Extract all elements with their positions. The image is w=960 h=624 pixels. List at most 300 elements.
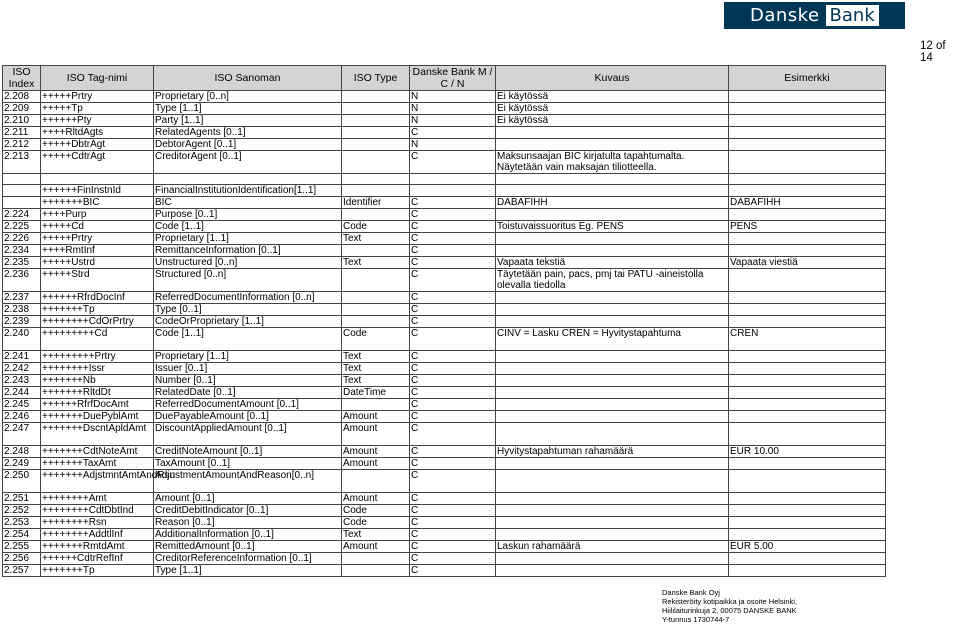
cell-description [496, 565, 729, 577]
table-row [3, 292, 886, 304]
header-iso-type: ISO Type [342, 66, 410, 91]
cell-message: Proprietary [1..1] [154, 233, 342, 245]
cell-example: DABAFIHH [729, 197, 886, 209]
cell-example [729, 505, 886, 517]
cell-description: Ei käytössä [496, 91, 729, 103]
cell-message: Party [1..1] [154, 115, 342, 127]
table-body [3, 91, 886, 577]
cell-type [342, 209, 410, 221]
table-row [3, 185, 886, 197]
cell-index: 2.246 [3, 411, 41, 423]
cell-type [342, 151, 410, 174]
cell-index: 2.252 [3, 505, 41, 517]
table-row [3, 553, 886, 565]
cell-index [3, 185, 41, 197]
table-row [3, 458, 886, 470]
cell-index: 2.238 [3, 304, 41, 316]
table-row [3, 423, 886, 446]
cell-tag: +++++Prtry [41, 91, 154, 103]
cell-message: DuePayableAmount [0..1] [154, 411, 342, 423]
cell-message: RemittedAmount [0..1] [154, 541, 342, 553]
cell-description [496, 209, 729, 221]
cell-mcn [410, 174, 496, 185]
cell-tag: +++++++BIC [41, 197, 154, 209]
cell-message: CodeOrProprietary [1..1] [154, 316, 342, 328]
cell-type [342, 127, 410, 139]
cell-index: 2.212 [3, 139, 41, 151]
cell-tag: ++++RltdAgts [41, 127, 154, 139]
cell-message: Code [1..1] [154, 328, 342, 351]
cell-index: 2.254 [3, 529, 41, 541]
cell-tag: +++++++RmtdAmt [41, 541, 154, 553]
cell-type [342, 553, 410, 565]
danske-bank-logo [724, 2, 905, 29]
cell-type [342, 245, 410, 257]
cell-mcn: C [410, 387, 496, 399]
table-row [3, 541, 886, 553]
cell-message: RemittanceInformation [0..1] [154, 245, 342, 257]
cell-tag: +++++Cd [41, 221, 154, 233]
cell-index: 2.236 [3, 269, 41, 292]
cell-tag: ++++++FinInstnId [41, 185, 154, 197]
cell-tag: +++++++TaxAmt [41, 458, 154, 470]
cell-type: Code [342, 505, 410, 517]
cell-description [496, 233, 729, 245]
cell-tag: +++++++Nb [41, 375, 154, 387]
cell-mcn: C [410, 221, 496, 233]
cell-type: Amount [342, 411, 410, 423]
cell-description [496, 529, 729, 541]
cell-description: Hyvitystapahtuman rahamäärä [496, 446, 729, 458]
cell-message: Type [1..1] [154, 565, 342, 577]
cell-example [729, 458, 886, 470]
cell-mcn [410, 185, 496, 197]
table-row [3, 209, 886, 221]
cell-tag: +++++Tp [41, 103, 154, 115]
cell-tag: +++++CdtrAgt [41, 151, 154, 174]
cell-message: BIC [154, 197, 342, 209]
cell-message: CreditorAgent [0..1] [154, 151, 342, 174]
cell-message: DebtorAgent [0..1] [154, 139, 342, 151]
cell-example [729, 91, 886, 103]
cell-mcn: C [410, 411, 496, 423]
cell-description [496, 411, 729, 423]
cell-index: 2.242 [3, 363, 41, 375]
cell-tag: +++++Prtry [41, 233, 154, 245]
cell-description: Laskun rahamäärä [496, 541, 729, 553]
cell-message: Proprietary [0..n] [154, 91, 342, 103]
cell-example: Vapaata viestiä [729, 257, 886, 269]
cell-mcn: C [410, 470, 496, 493]
cell-type [342, 316, 410, 328]
cell-tag: +++++++Tp [41, 565, 154, 577]
cell-example [729, 529, 886, 541]
cell-description [496, 139, 729, 151]
table-row [3, 304, 886, 316]
cell-example: EUR 5.00 [729, 541, 886, 553]
cell-mcn: C [410, 209, 496, 221]
cell-message: Amount [0..1] [154, 493, 342, 505]
cell-message: TaxAmount [0..1] [154, 458, 342, 470]
cell-index: 2.209 [3, 103, 41, 115]
cell-tag: ++++++CdtrRefInf [41, 553, 154, 565]
cell-message: CreditNoteAmount [0..1] [154, 446, 342, 458]
cell-tag: ++++++++Amt [41, 493, 154, 505]
header-example: Esimerkki [729, 66, 886, 91]
cell-example [729, 233, 886, 245]
table-row [3, 91, 886, 103]
cell-type: Text [342, 375, 410, 387]
cell-mcn: C [410, 399, 496, 411]
cell-mcn: C [410, 245, 496, 257]
cell-example [729, 304, 886, 316]
cell-message: AdjustmentAmountAndReason[0..n] [154, 470, 342, 493]
cell-type: Amount [342, 423, 410, 446]
cell-index [3, 174, 41, 185]
cell-example [729, 387, 886, 399]
cell-index: 2.211 [3, 127, 41, 139]
cell-type: Amount [342, 458, 410, 470]
page-number: 12 of 14 [920, 40, 946, 64]
cell-tag: +++++++DuePyblAmt [41, 411, 154, 423]
cell-index: 2.256 [3, 553, 41, 565]
cell-index: 2.253 [3, 517, 41, 529]
cell-index: 2.245 [3, 399, 41, 411]
cell-index: 2.247 [3, 423, 41, 446]
cell-index: 2.244 [3, 387, 41, 399]
cell-example: PENS [729, 221, 886, 233]
cell-type [342, 91, 410, 103]
cell-message: AdditionalInformation [0..1] [154, 529, 342, 541]
cell-type: Text [342, 363, 410, 375]
cell-description: DABAFIHH [496, 197, 729, 209]
cell-example [729, 553, 886, 565]
cell-mcn: C [410, 316, 496, 328]
cell-mcn: C [410, 304, 496, 316]
cell-index [3, 197, 41, 209]
cell-example [729, 399, 886, 411]
cell-example: EUR 10.00 [729, 446, 886, 458]
table-row [3, 399, 886, 411]
cell-type [342, 269, 410, 292]
logo-text-right: Bank [826, 5, 879, 26]
cell-type [342, 103, 410, 115]
cell-message: CreditorReferenceInformation [0..1] [154, 553, 342, 565]
table-row [3, 103, 886, 115]
cell-tag: ++++++RfrdDocInf [41, 292, 154, 304]
footer-company: Danske Bank Oyj [662, 588, 720, 597]
cell-mcn: N [410, 103, 496, 115]
cell-index: 2.225 [3, 221, 41, 233]
cell-type [342, 470, 410, 493]
table-row [3, 174, 886, 185]
cell-example [729, 185, 886, 197]
cell-description [496, 387, 729, 399]
cell-description: CINV = Lasku CREN = Hyvitystapahtuma [496, 328, 729, 351]
cell-tag: +++++Strd [41, 269, 154, 292]
cell-type: Text [342, 257, 410, 269]
cell-type [342, 565, 410, 577]
cell-mcn: N [410, 91, 496, 103]
cell-mcn: C [410, 541, 496, 553]
cell-example [729, 423, 886, 446]
cell-index: 2.237 [3, 292, 41, 304]
header-mcn: Danske Bank M / C / N [410, 66, 496, 91]
cell-example [729, 103, 886, 115]
header-iso-tag: ISO Tag-nimi [41, 66, 154, 91]
cell-type: Code [342, 517, 410, 529]
cell-type [342, 139, 410, 151]
table-row [3, 470, 886, 493]
cell-tag: +++++++AdjstmntAmtAndRsn [41, 470, 154, 493]
table-row [3, 351, 886, 363]
cell-type: Identifier [342, 197, 410, 209]
cell-example [729, 351, 886, 363]
cell-type: Text [342, 233, 410, 245]
cell-tag: +++++++Tp [41, 304, 154, 316]
table-header-row [3, 66, 886, 91]
cell-message: Number [0..1] [154, 375, 342, 387]
cell-tag: +++++DbtrAgt [41, 139, 154, 151]
header-description: Kuvaus [496, 66, 729, 91]
cell-index: 2.255 [3, 541, 41, 553]
cell-description [496, 399, 729, 411]
cell-message: RelatedAgents [0..1] [154, 127, 342, 139]
cell-example [729, 127, 886, 139]
cell-description: Toistuvaissuoritus Eg. PENS [496, 221, 729, 233]
header-iso-index: ISO Index [3, 66, 41, 91]
cell-description [496, 470, 729, 493]
cell-example [729, 517, 886, 529]
cell-example [729, 565, 886, 577]
cell-mcn: C [410, 351, 496, 363]
table-row [3, 517, 886, 529]
table-row [3, 221, 886, 233]
cell-tag: ++++Purp [41, 209, 154, 221]
cell-description [496, 127, 729, 139]
cell-mcn: C [410, 151, 496, 174]
cell-type [342, 399, 410, 411]
cell-tag: ++++++++Rsn [41, 517, 154, 529]
table-row [3, 151, 886, 174]
cell-example [729, 316, 886, 328]
cell-index: 2.248 [3, 446, 41, 458]
cell-message [154, 174, 342, 185]
cell-example [729, 174, 886, 185]
table-row [3, 127, 886, 139]
cell-message: FinancialInstitutionIdentification[1..1] [154, 185, 342, 197]
table-row [3, 197, 886, 209]
cell-description [496, 363, 729, 375]
cell-mcn: N [410, 115, 496, 127]
cell-index: 2.224 [3, 209, 41, 221]
table-row [3, 115, 886, 127]
cell-description: Ei käytössä [496, 103, 729, 115]
cell-index: 2.235 [3, 257, 41, 269]
cell-tag: +++++++++Cd [41, 328, 154, 351]
cell-mcn: C [410, 446, 496, 458]
cell-description [496, 517, 729, 529]
cell-mcn: C [410, 363, 496, 375]
table-row [3, 493, 886, 505]
cell-description: Ei käytössä [496, 115, 729, 127]
cell-tag [41, 174, 154, 185]
cell-tag: ++++++RfrfDocAmt [41, 399, 154, 411]
cell-description [496, 375, 729, 387]
cell-index: 2.250 [3, 470, 41, 493]
cell-description: Vapaata tekstiä [496, 257, 729, 269]
cell-example [729, 363, 886, 375]
table-row [3, 446, 886, 458]
cell-description [496, 553, 729, 565]
cell-example [729, 375, 886, 387]
cell-type: Text [342, 529, 410, 541]
cell-example: CREN [729, 328, 886, 351]
cell-description [496, 423, 729, 446]
cell-mcn: C [410, 127, 496, 139]
cell-index: 2.243 [3, 375, 41, 387]
cell-description [496, 185, 729, 197]
cell-type [342, 115, 410, 127]
cell-mcn: C [410, 292, 496, 304]
cell-description [496, 493, 729, 505]
cell-type [342, 174, 410, 185]
table-row [3, 233, 886, 245]
cell-tag: ++++++++CdOrPrtry [41, 316, 154, 328]
table-row [3, 328, 886, 351]
cell-tag: ++++++++CdtDbtInd [41, 505, 154, 517]
cell-message: Type [0..1] [154, 304, 342, 316]
cell-index: 2.257 [3, 565, 41, 577]
cell-example [729, 139, 886, 151]
cell-example [729, 292, 886, 304]
cell-description [496, 458, 729, 470]
cell-tag: +++++++RltdDt [41, 387, 154, 399]
table-row [3, 269, 886, 292]
cell-tag: ++++++Pty [41, 115, 154, 127]
table-row [3, 363, 886, 375]
footer-registered: Rekisteröity kotipaikka ja osoite Helsinki, [662, 597, 798, 606]
cell-tag: +++++++++Prtry [41, 351, 154, 363]
cell-tag: ++++RmtInf [41, 245, 154, 257]
cell-example [729, 411, 886, 423]
cell-message: Unstructured [0..n] [154, 257, 342, 269]
cell-mcn: C [410, 269, 496, 292]
cell-mcn: C [410, 553, 496, 565]
cell-example [729, 115, 886, 127]
cell-example [729, 151, 886, 174]
cell-mcn: C [410, 493, 496, 505]
cell-tag: ++++++++AddtlInf [41, 529, 154, 541]
cell-index: 2.213 [3, 151, 41, 174]
cell-mcn: C [410, 517, 496, 529]
cell-mcn: C [410, 197, 496, 209]
table-row [3, 139, 886, 151]
table-row [3, 529, 886, 541]
cell-index: 2.226 [3, 233, 41, 245]
cell-index: 2.240 [3, 328, 41, 351]
cell-type: Amount [342, 541, 410, 553]
table-row [3, 257, 886, 269]
table-row [3, 245, 886, 257]
table-row [3, 411, 886, 423]
field-table [2, 65, 886, 577]
cell-index: 2.210 [3, 115, 41, 127]
cell-mcn: C [410, 375, 496, 387]
cell-mcn: C [410, 328, 496, 351]
cell-mcn: C [410, 458, 496, 470]
cell-message: DiscountAppliedAmount [0..1] [154, 423, 342, 446]
cell-description: Maksunsaajan BIC kirjatulta tapahtumalta. Näytetään vain maksajan tiliotteella. [496, 151, 729, 174]
cell-tag: +++++++DscntApldAmt [41, 423, 154, 446]
cell-example [729, 470, 886, 493]
cell-tag: +++++++CdtNoteAmt [41, 446, 154, 458]
cell-mcn: C [410, 233, 496, 245]
table-row [3, 387, 886, 399]
cell-description [496, 292, 729, 304]
cell-index: 2.239 [3, 316, 41, 328]
cell-index: 2.234 [3, 245, 41, 257]
cell-description [496, 505, 729, 517]
cell-index: 2.241 [3, 351, 41, 363]
cell-type: Amount [342, 446, 410, 458]
cell-example [729, 269, 886, 292]
cell-message: Purpose [0..1] [154, 209, 342, 221]
cell-example [729, 209, 886, 221]
cell-type [342, 304, 410, 316]
cell-type: DateTime [342, 387, 410, 399]
table-row [3, 375, 886, 387]
cell-message: Issuer [0..1] [154, 363, 342, 375]
header-iso-message: ISO Sanoman [154, 66, 342, 91]
cell-example [729, 245, 886, 257]
logo-text-left: Danske [750, 5, 820, 26]
cell-mcn: C [410, 529, 496, 541]
cell-description [496, 174, 729, 185]
cell-index: 2.251 [3, 493, 41, 505]
cell-message: Proprietary [1..1] [154, 351, 342, 363]
cell-description [496, 316, 729, 328]
cell-mcn: C [410, 565, 496, 577]
cell-description: Täytetään pain, pacs, pmj tai PATU -aineistolla olevalla tiedolla [496, 269, 729, 292]
footer-business-id: Y-tunnus 1730744-7 [662, 615, 730, 624]
cell-message: Structured [0..n] [154, 269, 342, 292]
cell-mcn: C [410, 257, 496, 269]
cell-message: Code [1..1] [154, 221, 342, 233]
cell-type: Text [342, 351, 410, 363]
cell-example [729, 493, 886, 505]
cell-tag: +++++Ustrd [41, 257, 154, 269]
cell-message: CreditDebitIndicator [0..1] [154, 505, 342, 517]
cell-type [342, 185, 410, 197]
cell-description [496, 304, 729, 316]
cell-message: Type [1..1] [154, 103, 342, 115]
cell-message: ReferredDocumentInformation [0..n] [154, 292, 342, 304]
cell-tag: ++++++++Issr [41, 363, 154, 375]
footer-address: Hiililaiturinkuja 2, 00075 DANSKE BANK [662, 606, 797, 615]
table-row [3, 505, 886, 517]
cell-type: Code [342, 221, 410, 233]
cell-mcn: C [410, 423, 496, 446]
cell-type: Amount [342, 493, 410, 505]
cell-message: Reason [0..1] [154, 517, 342, 529]
cell-description [496, 351, 729, 363]
cell-type: Code [342, 328, 410, 351]
cell-message: ReferredDocumentAmount [0..1] [154, 399, 342, 411]
footer [662, 588, 797, 624]
cell-mcn: N [410, 139, 496, 151]
table-row [3, 316, 886, 328]
